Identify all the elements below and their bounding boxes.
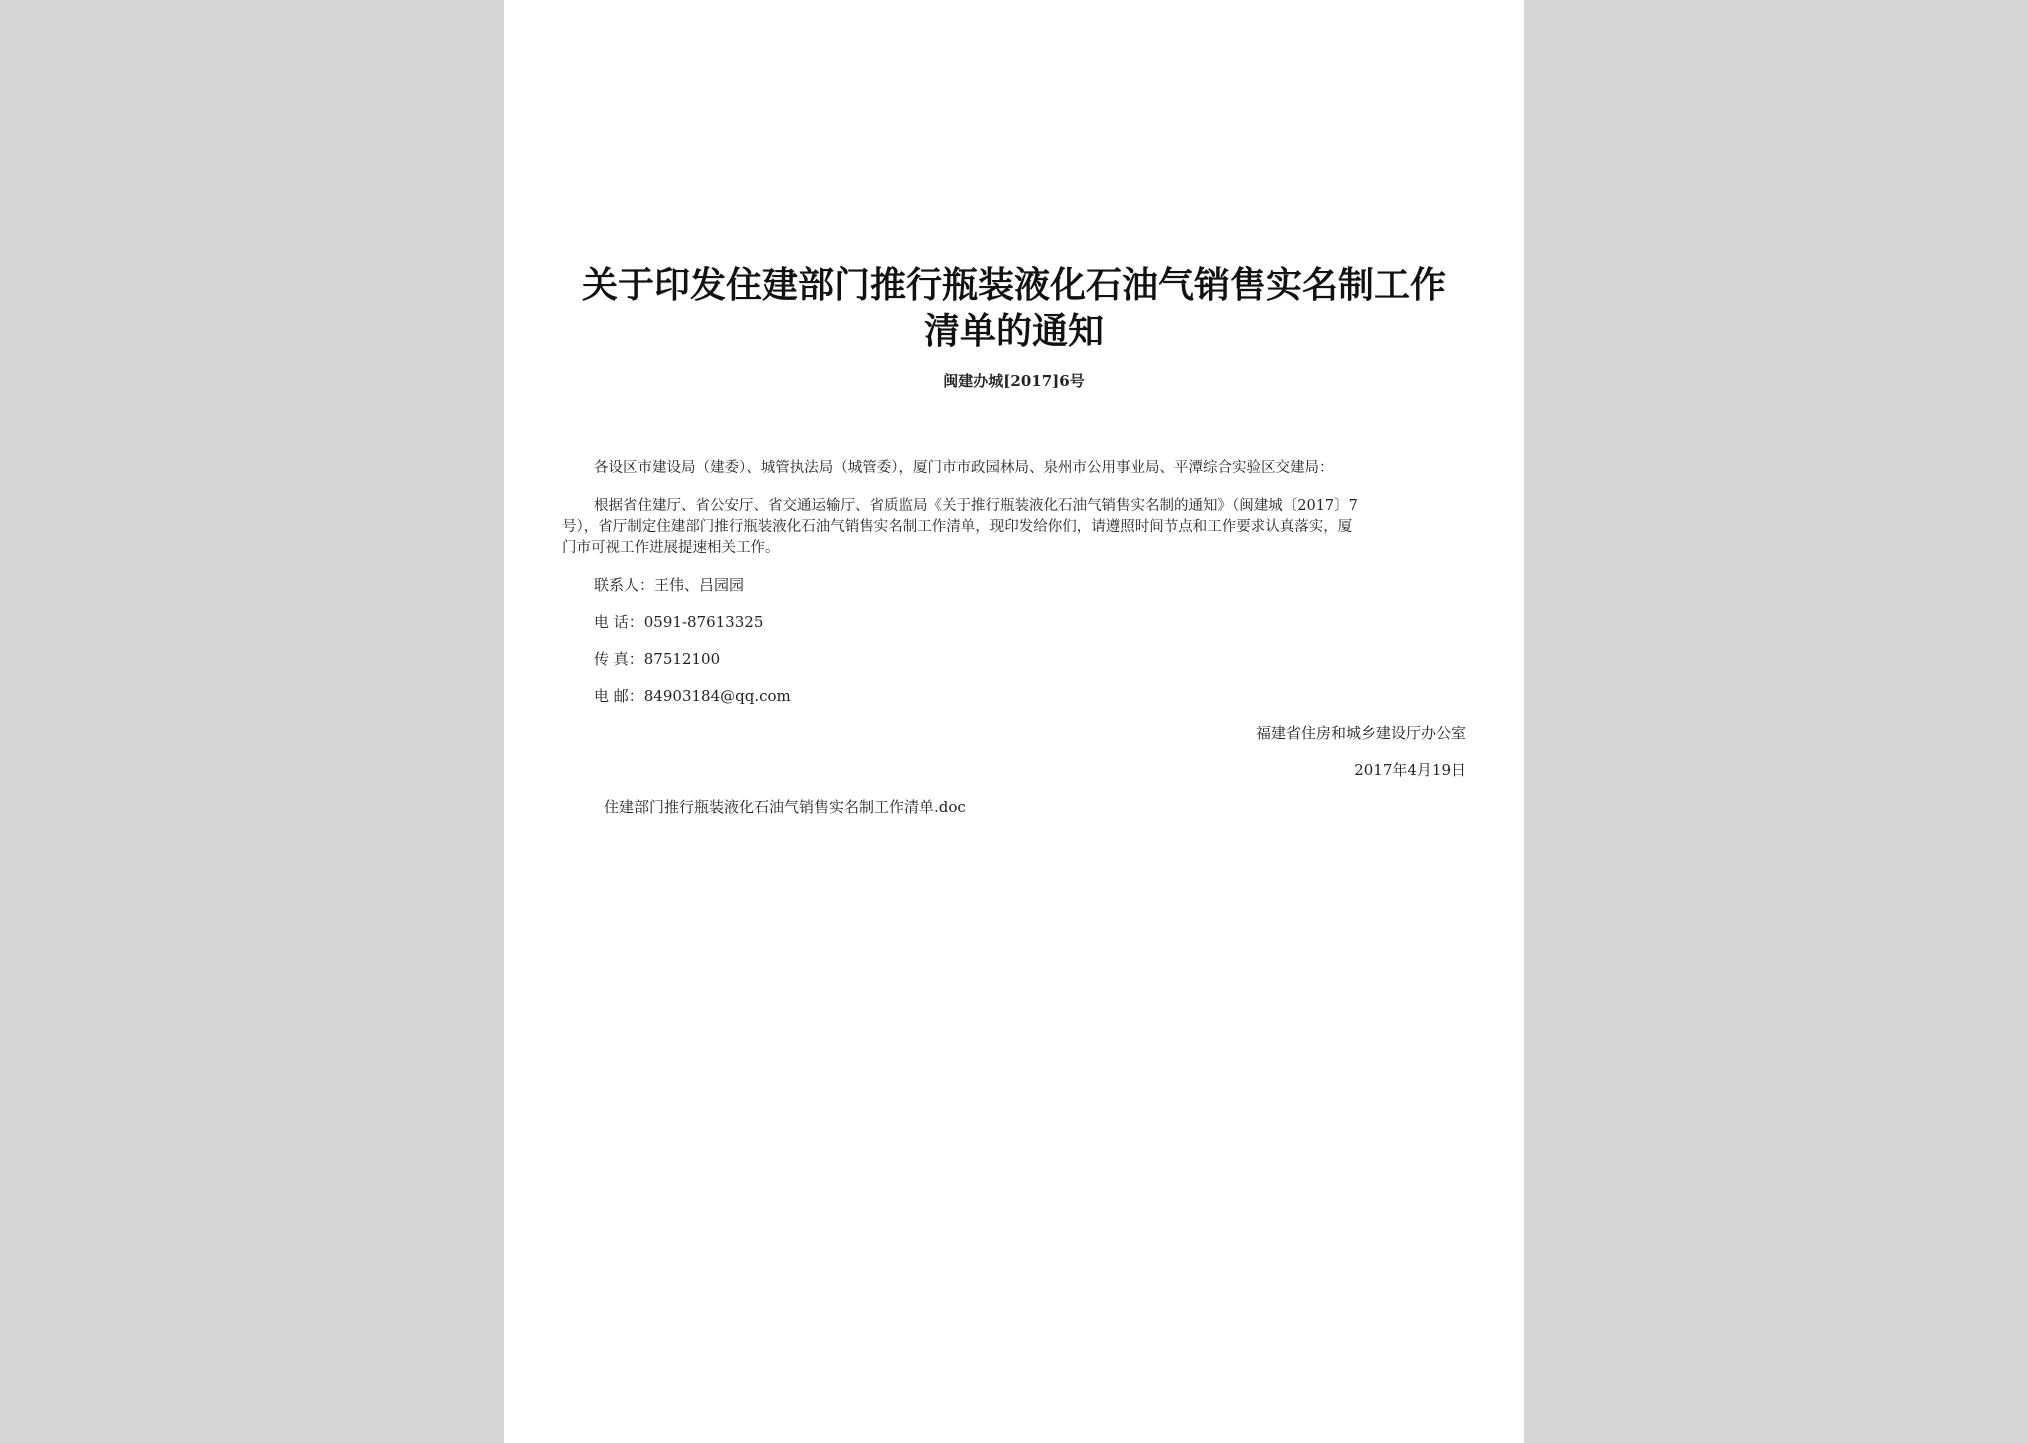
body-line-1: 根据省住建厅、省公安厅、省交通运输厅、省质监局《关于推行瓶装液化石油气销售实名制的通知》（闽建城〔2017〕7: [594, 498, 1358, 514]
salutation: 各设区市建设局（建委）、城管执法局（城管委），厦门市市政园林局、泉州市公用事业局、平潭综合实验区交建局：: [594, 460, 1334, 476]
contact-phone: 电 话：0591-87613325: [594, 613, 764, 631]
document-title-line-1: 关于印发住建部门推行瓶装液化石油气销售实名制工作: [581, 264, 1446, 306]
body-line-3: 门市可视工作进展提速相关工作。: [562, 540, 780, 556]
document-page: [504, 0, 1524, 1443]
body-line-2: 号），省厅制定住建部门推行瓶装液化石油气销售实名制工作清单，现印发给你们，请遵照时间节点和工作要求认真落实，厦: [562, 519, 1353, 535]
attachment-link[interactable]: 住建部门推行瓶装液化石油气销售实名制工作清单.doc: [604, 798, 966, 816]
contact-email: 电 邮：84903184@qq.com: [594, 687, 791, 705]
document-number: 闽建办城[2017]6号: [943, 372, 1085, 390]
contact-fax: 传 真：87512100: [594, 650, 721, 668]
issue-date: 2017年4月19日: [1354, 761, 1466, 779]
contact-person: 联系人：王伟、吕园园: [594, 576, 745, 594]
document-title-line-2: 清单的通知: [923, 310, 1104, 352]
issuer: 福建省住房和城乡建设厅办公室: [1255, 724, 1466, 742]
